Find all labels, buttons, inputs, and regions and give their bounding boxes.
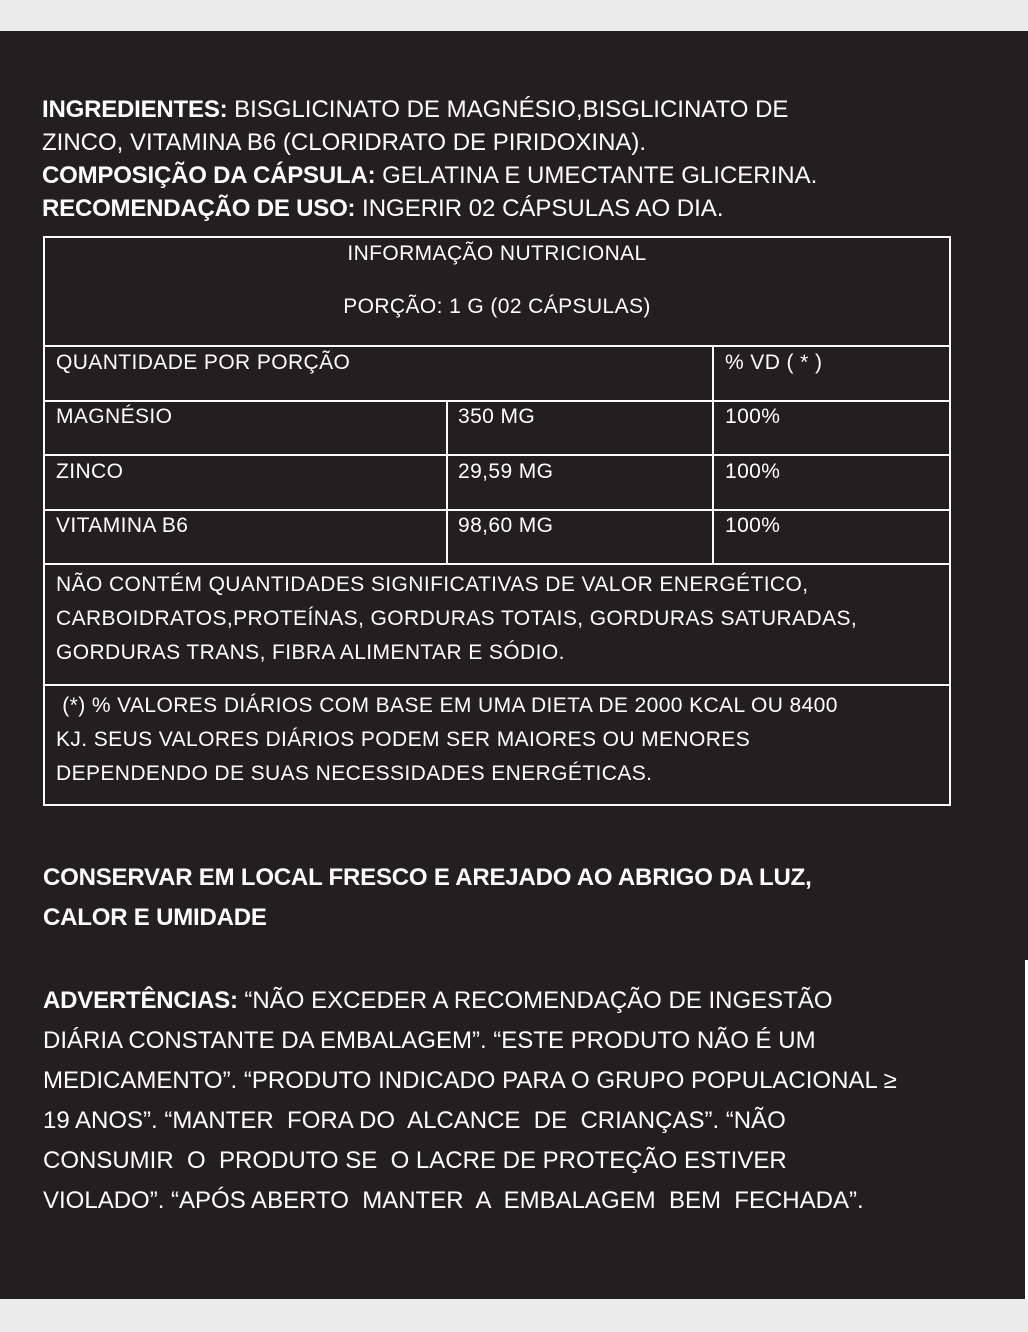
- header-quantity: QUANTIDADE POR PORÇÃO: [56, 351, 351, 374]
- nutrient-name: ZINCO: [56, 460, 124, 483]
- table-divider: [45, 345, 949, 347]
- capsule-text: GELATINA E UMECTANTE GLICERINA.: [382, 162, 818, 189]
- nutrition-note: [56, 568, 857, 670]
- warnings-block: [43, 981, 973, 1221]
- footnote-line: KJ. SEUS VALORES DIÁRIOS PODEM SER MAIORES OU MENORES: [56, 728, 751, 751]
- note-line: GORDURAS TRANS, FIBRA ALIMENTAR E SÓDIO.: [56, 641, 565, 664]
- ingredients-label: INGREDIENTES:: [42, 96, 228, 123]
- nutrient-amount: 29,59 MG: [458, 460, 554, 483]
- nutrition-footnote: [56, 689, 949, 791]
- nutrient-amount: 350 MG: [458, 405, 536, 428]
- ingredients-text-cont: ZINCO, VITAMINA B6 (CLORIDRATO DE PIRIDOXINA).: [42, 129, 647, 156]
- warnings-text: DIÁRIA CONSTANTE DA EMBALAGEM”. “ESTE PRODUTO NÃO É UM: [43, 1027, 816, 1054]
- nutrient-vd: 100%: [725, 405, 781, 428]
- warnings-text: CONSUMIR O PRODUTO SE O LACRE DE PROTEÇÃO ESTIVER: [43, 1147, 787, 1174]
- label-panel: [0, 31, 1028, 1299]
- usage-label: RECOMENDAÇÃO DE USO:: [42, 195, 356, 222]
- note-line: NÃO CONTÉM QUANTIDADES SIGNIFICATIVAS DE VALOR ENERGÉTICO,: [56, 573, 809, 596]
- capsule-label: COMPOSIÇÃO DA CÁPSULA:: [42, 162, 376, 189]
- table-divider: [45, 509, 949, 511]
- storage-line: CONSERVAR EM LOCAL FRESCO E AREJADO AO ABRIGO DA LUZ,: [43, 864, 812, 891]
- warnings-text: 19 ANOS”. “MANTER FORA DO ALCANCE DE CRIANÇAS”. “NÃO: [43, 1107, 786, 1134]
- table-column-divider: [712, 345, 714, 565]
- nutrition-title: INFORMAÇÃO NUTRICIONAL: [347, 242, 647, 265]
- storage-line: CALOR E UMIDADE: [43, 904, 267, 931]
- usage-text: INGERIR 02 CÁPSULAS AO DIA.: [362, 195, 724, 222]
- storage-instructions: [43, 858, 973, 938]
- warnings-text: “NÃO EXCEDER A RECOMENDAÇÃO DE INGESTÃO: [244, 987, 833, 1014]
- ingredients-block: [42, 93, 982, 225]
- nutrient-name: VITAMINA B6: [56, 514, 189, 537]
- warnings-text: VIOLADO”. “APÓS ABERTO MANTER A EMBALAGEM BEM FECHADA”.: [43, 1187, 864, 1214]
- table-divider: [45, 454, 949, 456]
- warnings-label: ADVERTÊNCIAS:: [43, 987, 238, 1014]
- table-divider: [45, 684, 949, 686]
- note-line: CARBOIDRATOS,PROTEÍNAS, GORDURAS TOTAIS, GORDURAS SATURADAS,: [56, 607, 858, 630]
- ingredients-text: BISGLICINATO DE MAGNÉSIO,BISGLICINATO DE: [234, 96, 789, 123]
- warnings-text: MEDICAMENTO”. “PRODUTO INDICADO PARA O GRUPO POPULACIONAL ≥: [43, 1067, 897, 1094]
- header-vd: % VD ( * ): [725, 351, 823, 374]
- nutrition-table: [43, 236, 951, 806]
- nutrient-vd: 100%: [725, 460, 781, 483]
- table-column-divider: [446, 400, 448, 565]
- nutrient-vd: 100%: [725, 514, 781, 537]
- table-divider: [45, 400, 949, 402]
- footnote-line: DEPENDENDO DE SUAS NECESSIDADES ENERGÉTICAS.: [56, 762, 653, 785]
- table-divider: [45, 563, 949, 565]
- footnote-line: (*) % VALORES DIÁRIOS COM BASE EM UMA DIETA DE 2000 KCAL OU 8400: [56, 694, 838, 717]
- nutrition-portion: PORÇÃO: 1 G (02 CÁPSULAS): [343, 295, 651, 318]
- nutrient-name: MAGNÉSIO: [56, 405, 173, 428]
- nutrient-amount: 98,60 MG: [458, 514, 554, 537]
